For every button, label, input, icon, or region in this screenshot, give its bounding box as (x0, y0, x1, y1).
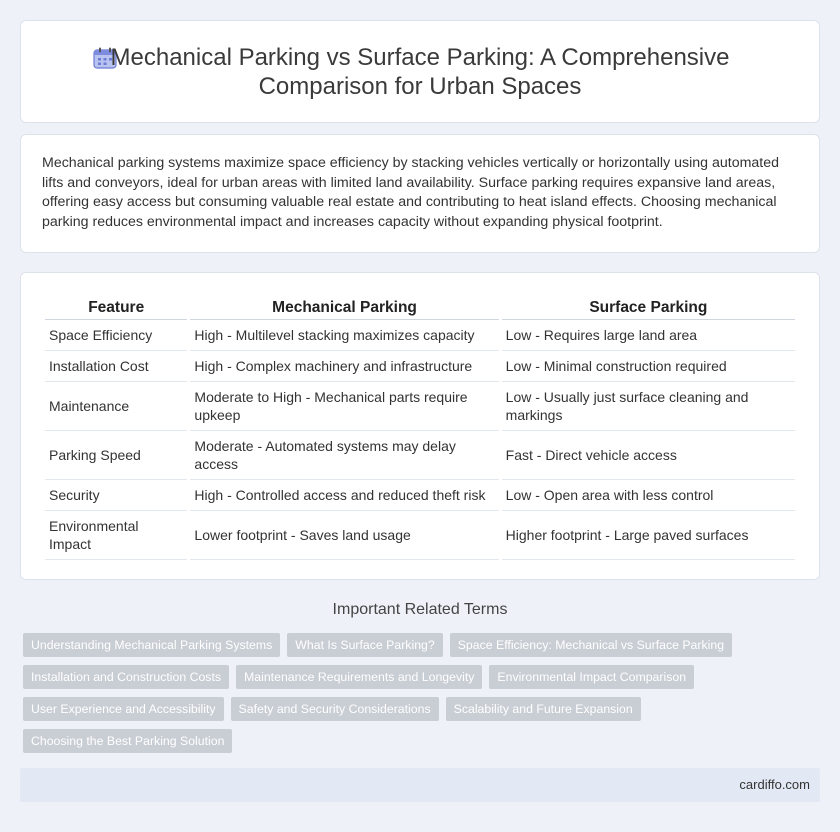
table-row (45, 351, 795, 382)
table-cell: Higher footprint - Large paved surfaces (502, 511, 795, 560)
table-row (45, 382, 795, 431)
comparison-table-card (20, 272, 820, 580)
table-cell: High - Complex machinery and infrastructure (190, 351, 498, 382)
footer (20, 768, 820, 802)
related-terms-tags (23, 633, 723, 761)
table-cell: Parking Speed (45, 431, 187, 480)
related-tag[interactable]: Maintenance Requirements and Longevity (236, 665, 482, 689)
table-row (45, 511, 795, 560)
table-cell: Lower footprint - Saves land usage (190, 511, 498, 560)
table-cell: Low - Open area with less control (502, 480, 795, 511)
table-cell: High - Multilevel stacking maximizes capacity (190, 320, 498, 351)
comparison-table (42, 295, 798, 560)
table-cell: Moderate - Automated systems may delay access (190, 431, 498, 480)
table-cell: Low - Minimal construction required (502, 351, 795, 382)
intro-card (20, 134, 820, 253)
header-mechanical-parking: Mechanical Parking (190, 295, 498, 320)
related-tag[interactable]: Choosing the Best Parking Solution (23, 729, 232, 753)
table-row (45, 320, 795, 351)
related-tag[interactable]: Environmental Impact Comparison (489, 665, 694, 689)
table-cell: Fast - Direct vehicle access (502, 431, 795, 480)
table-cell: Maintenance (45, 382, 187, 431)
intro-paragraph: Mechanical parking systems maximize space efficiency by stacking vehicles vertically or horizontally using automated lifts and conveyors, ideal for urban areas with limited land availability. Surface parking requires expansive land areas, offering easy access but consuming valuable real estate and contributing to heat island effects. Choosing mechanical parking reduces environmental impact and increases capacity without expanding physical footprint. (42, 155, 780, 230)
related-tag[interactable]: User Experience and Accessibility (23, 697, 224, 721)
table-cell: Installation Cost (45, 351, 187, 382)
related-tag[interactable]: Installation and Construction Costs (23, 665, 229, 689)
related-tag[interactable]: Scalability and Future Expansion (446, 697, 641, 721)
table-cell: Space Efficiency (45, 320, 187, 351)
title-card (20, 20, 820, 123)
table-cell: Security (45, 480, 187, 511)
related-terms-title: Important Related Terms (332, 601, 508, 618)
table-cell: Low - Requires large land area (502, 320, 795, 351)
table-cell: Low - Usually just surface cleaning and markings (502, 382, 795, 431)
related-tag[interactable]: Safety and Security Considerations (231, 697, 439, 721)
table-cell: Environmental Impact (45, 511, 187, 560)
page-title: Mechanical Parking vs Surface Parking: A Comprehensive Comparison for Urban Spaces (110, 44, 730, 100)
related-tag[interactable]: What Is Surface Parking? (287, 633, 442, 657)
table-header-row (45, 295, 795, 320)
related-tag[interactable]: Understanding Mechanical Parking Systems (23, 633, 280, 657)
table-cell: Moderate to High - Mechanical parts require upkeep (190, 382, 498, 431)
header-surface-parking: Surface Parking (502, 295, 795, 320)
footer-site-link[interactable]: cardiffo.com (739, 777, 810, 792)
related-tag[interactable]: Space Efficiency: Mechanical vs Surface Parking (450, 633, 732, 657)
header-feature: Feature (45, 295, 187, 320)
table-row (45, 431, 795, 480)
table-cell: High - Controlled access and reduced theft risk (190, 480, 498, 511)
table-row (45, 480, 795, 511)
